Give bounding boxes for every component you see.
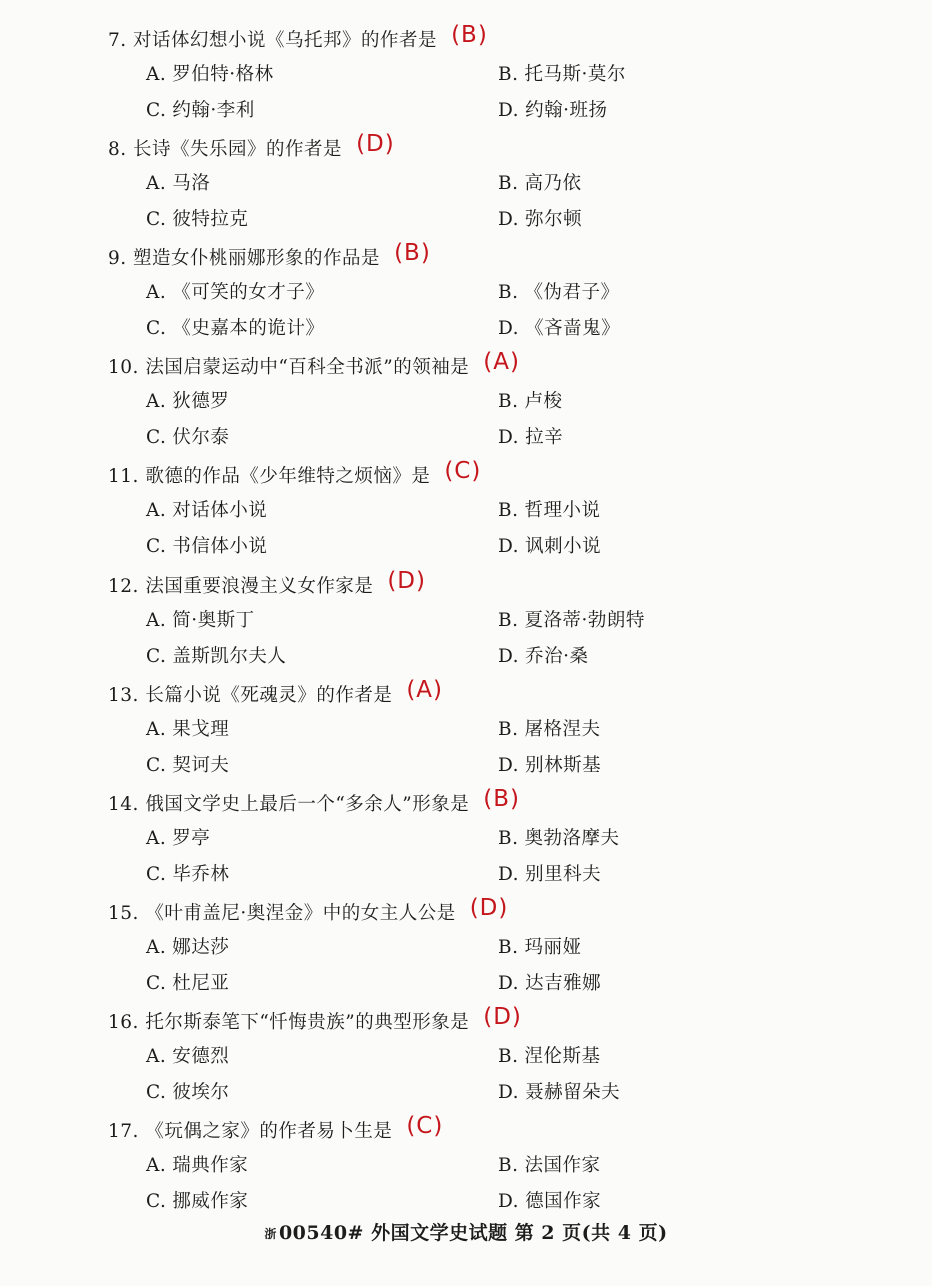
option-text: 涅伦斯基 xyxy=(524,1046,601,1067)
option-letter: C. xyxy=(146,536,167,557)
option-a xyxy=(146,1151,248,1181)
option-letter: D. xyxy=(498,755,520,776)
option-letter: C. xyxy=(146,100,167,121)
handwritten-answer: (B) xyxy=(394,240,431,266)
option-a xyxy=(146,715,229,745)
option-letter: C. xyxy=(146,1082,167,1103)
option-letter: A. xyxy=(146,1046,167,1067)
option-text: 法国作家 xyxy=(524,1155,601,1176)
question-text: 俄国文学史上最后一个“多余人”形象是 xyxy=(145,794,470,815)
option-letter: B. xyxy=(498,1046,519,1067)
footer-mark: 浙 xyxy=(264,1227,277,1241)
option-c xyxy=(146,642,286,672)
option-letter: B. xyxy=(498,610,519,631)
option-text: 狄德罗 xyxy=(172,391,230,412)
option-text: 书信体小说 xyxy=(172,536,268,557)
option-letter: D. xyxy=(498,973,520,994)
option-text: 《伪君子》 xyxy=(524,282,620,303)
question-text: 《玩偶之家》的作者易卜生是 xyxy=(145,1121,393,1142)
option-a xyxy=(146,933,229,963)
option-letter: B. xyxy=(498,282,519,303)
option-c xyxy=(146,532,267,562)
footer-text: 00540# 外国文学史试题 第 2 页(共 4 页) xyxy=(278,1222,668,1244)
option-d xyxy=(498,532,601,562)
option-text: 安德烈 xyxy=(172,1046,230,1067)
option-text: 达吉雅娜 xyxy=(525,973,602,994)
option-letter: A. xyxy=(146,391,167,412)
option-b xyxy=(498,169,582,199)
option-c xyxy=(146,423,229,453)
question-11 xyxy=(0,460,932,570)
question-text: 对话体幻想小说《乌托邦》的作者是 xyxy=(133,30,438,51)
option-c xyxy=(146,969,229,999)
option-text: 聂赫留朵夫 xyxy=(525,1082,621,1103)
question-number: 15. xyxy=(108,903,139,924)
option-text: 瑞典作家 xyxy=(172,1155,249,1176)
question-text: 长篇小说《死魂灵》的作者是 xyxy=(145,685,393,706)
handwritten-answer: (D) xyxy=(469,895,509,921)
option-letter: D. xyxy=(498,209,520,230)
option-letter: A. xyxy=(146,173,167,194)
question-number: 17. xyxy=(108,1121,139,1142)
option-d xyxy=(498,423,563,453)
option-a xyxy=(146,496,267,526)
handwritten-answer: (B) xyxy=(483,786,520,812)
question-text: 塑造女仆桃丽娜形象的作品是 xyxy=(133,248,381,269)
option-text: 弥尔顿 xyxy=(525,209,583,230)
option-text: 《可笑的女才子》 xyxy=(172,282,325,303)
option-d xyxy=(498,751,601,781)
question-stem-line xyxy=(108,351,520,381)
page-footer xyxy=(0,1218,932,1249)
option-b xyxy=(498,1042,601,1072)
option-c xyxy=(146,751,229,781)
option-letter: A. xyxy=(146,282,167,303)
question-17 xyxy=(0,1115,932,1225)
option-a xyxy=(146,1042,229,1072)
question-13 xyxy=(0,679,932,789)
question-14 xyxy=(0,788,932,898)
option-text: 高乃依 xyxy=(524,173,582,194)
option-letter: C. xyxy=(146,973,167,994)
option-letter: D. xyxy=(498,864,520,885)
question-number: 7. xyxy=(108,30,127,51)
option-text: 约翰·李利 xyxy=(172,100,255,121)
question-text: 托尔斯泰笔下“忏悔贵族”的典型形象是 xyxy=(145,1012,470,1033)
option-letter: B. xyxy=(498,937,519,958)
option-text: 玛丽娅 xyxy=(524,937,582,958)
option-b xyxy=(498,933,582,963)
question-stem-line xyxy=(108,570,426,600)
option-letter: B. xyxy=(498,500,519,521)
option-text: 别里科夫 xyxy=(525,864,602,885)
option-c xyxy=(146,1078,229,1108)
option-text: 伏尔泰 xyxy=(172,427,230,448)
option-text: 屠格涅夫 xyxy=(524,719,601,740)
option-letter: B. xyxy=(498,173,519,194)
question-text: 《叶甫盖尼·奥涅金》中的女主人公是 xyxy=(145,903,456,924)
option-text: 彼埃尔 xyxy=(172,1082,230,1103)
handwritten-answer: (D) xyxy=(483,1004,522,1030)
question-text: 法国启蒙运动中“百科全书派”的领袖是 xyxy=(145,357,470,378)
option-letter: C. xyxy=(146,755,167,776)
option-text: 果戈理 xyxy=(172,719,230,740)
question-7 xyxy=(0,24,932,134)
option-letter: B. xyxy=(498,828,519,849)
option-d xyxy=(498,642,588,672)
question-number: 16. xyxy=(108,1012,139,1033)
option-letter: D. xyxy=(498,318,520,339)
option-text: 挪威作家 xyxy=(172,1191,249,1212)
option-text: 哲理小说 xyxy=(524,500,601,521)
option-text: 罗亭 xyxy=(172,828,211,849)
question-stem-line xyxy=(108,133,395,163)
option-letter: B. xyxy=(498,719,519,740)
question-number: 13. xyxy=(108,685,139,706)
option-letter: B. xyxy=(498,391,519,412)
option-b xyxy=(498,824,620,854)
option-letter: D. xyxy=(498,1191,520,1212)
option-a xyxy=(146,278,324,308)
option-d xyxy=(498,314,620,344)
option-letter: D. xyxy=(498,1082,520,1103)
option-text: 盖斯凯尔夫人 xyxy=(172,646,287,667)
option-a xyxy=(146,824,210,854)
option-d xyxy=(498,205,582,235)
question-stem-line xyxy=(108,24,488,54)
option-text: 乔治·桑 xyxy=(525,646,589,667)
option-b xyxy=(498,606,645,636)
option-d xyxy=(498,969,601,999)
option-letter: D. xyxy=(498,646,520,667)
question-stem-line xyxy=(108,1115,443,1145)
question-number: 9. xyxy=(108,248,127,269)
option-a xyxy=(146,387,229,417)
option-a xyxy=(146,169,210,199)
option-d xyxy=(498,1187,601,1217)
option-text: 拉辛 xyxy=(525,427,564,448)
option-text: 卢梭 xyxy=(524,391,563,412)
question-10 xyxy=(0,351,932,461)
option-b xyxy=(498,278,620,308)
option-letter: A. xyxy=(146,64,167,85)
option-text: 罗伯特·格林 xyxy=(172,64,274,85)
handwritten-answer: (D) xyxy=(356,131,395,157)
option-letter: D. xyxy=(498,100,520,121)
option-text: 毕乔林 xyxy=(172,864,230,885)
option-letter: B. xyxy=(498,1155,519,1176)
option-b xyxy=(498,387,563,417)
question-12 xyxy=(0,570,932,680)
option-text: 彼特拉克 xyxy=(172,209,249,230)
question-stem-line xyxy=(108,242,431,272)
option-letter: B. xyxy=(498,64,519,85)
option-letter: A. xyxy=(146,610,167,631)
option-text: 别林斯基 xyxy=(525,755,602,776)
handwritten-answer: (D) xyxy=(387,568,426,594)
option-text: 奥勃洛摩夫 xyxy=(524,828,620,849)
option-text: 夏洛蒂·勃朗特 xyxy=(524,610,645,631)
option-text: 托马斯·莫尔 xyxy=(524,64,626,85)
question-8 xyxy=(0,133,932,243)
option-d xyxy=(498,96,607,126)
option-b xyxy=(498,60,626,90)
option-text: 娜达莎 xyxy=(172,937,230,958)
question-number: 11. xyxy=(108,466,139,487)
question-text: 法国重要浪漫主义女作家是 xyxy=(145,576,374,597)
option-letter: C. xyxy=(146,864,167,885)
option-c xyxy=(146,96,255,126)
question-stem-line xyxy=(108,679,443,709)
option-c xyxy=(146,860,229,890)
option-letter: C. xyxy=(146,209,167,230)
option-letter: C. xyxy=(146,318,167,339)
option-c xyxy=(146,1187,248,1217)
option-b xyxy=(498,496,601,526)
option-letter: C. xyxy=(146,1191,167,1212)
question-text: 歌德的作品《少年维特之烦恼》是 xyxy=(145,466,431,487)
option-c xyxy=(146,314,324,344)
option-letter: D. xyxy=(498,427,520,448)
option-text: 《史嘉本的诡计》 xyxy=(172,318,325,339)
option-text: 马洛 xyxy=(172,173,211,194)
question-text: 长诗《失乐园》的作者是 xyxy=(133,139,343,160)
option-letter: A. xyxy=(146,500,167,521)
option-letter: A. xyxy=(146,719,167,740)
question-stem-line xyxy=(108,897,508,927)
option-a xyxy=(146,606,255,636)
handwritten-answer: (A) xyxy=(483,349,520,375)
option-text: 简·奥斯丁 xyxy=(172,610,255,631)
option-text: 《吝啬鬼》 xyxy=(525,318,621,339)
question-number: 12. xyxy=(108,576,139,597)
option-text: 杜尼亚 xyxy=(172,973,230,994)
option-letter: A. xyxy=(146,828,167,849)
question-number: 10. xyxy=(108,357,139,378)
question-number: 14. xyxy=(108,794,139,815)
option-letter: A. xyxy=(146,937,167,958)
question-stem-line xyxy=(108,460,481,490)
option-letter: D. xyxy=(498,536,520,557)
option-d xyxy=(498,860,601,890)
handwritten-answer: (C) xyxy=(406,1113,444,1139)
handwritten-answer: (A) xyxy=(406,677,444,703)
option-text: 契诃夫 xyxy=(172,755,230,776)
handwritten-answer: (B) xyxy=(451,22,488,48)
question-16 xyxy=(0,1006,932,1116)
option-letter: C. xyxy=(146,427,167,448)
option-text: 讽刺小说 xyxy=(525,536,602,557)
option-text: 德国作家 xyxy=(525,1191,602,1212)
option-d xyxy=(498,1078,620,1108)
question-stem-line xyxy=(108,788,520,818)
question-stem-line xyxy=(108,1006,522,1036)
option-a xyxy=(146,60,274,90)
question-9 xyxy=(0,242,932,352)
handwritten-answer: (C) xyxy=(444,458,482,484)
question-15 xyxy=(0,897,932,1007)
option-letter: C. xyxy=(146,646,167,667)
option-text: 对话体小说 xyxy=(172,500,268,521)
question-number: 8. xyxy=(108,139,127,160)
option-letter: A. xyxy=(146,1155,167,1176)
option-c xyxy=(146,205,248,235)
option-text: 约翰·班扬 xyxy=(525,100,608,121)
option-b xyxy=(498,1151,601,1181)
option-b xyxy=(498,715,601,745)
